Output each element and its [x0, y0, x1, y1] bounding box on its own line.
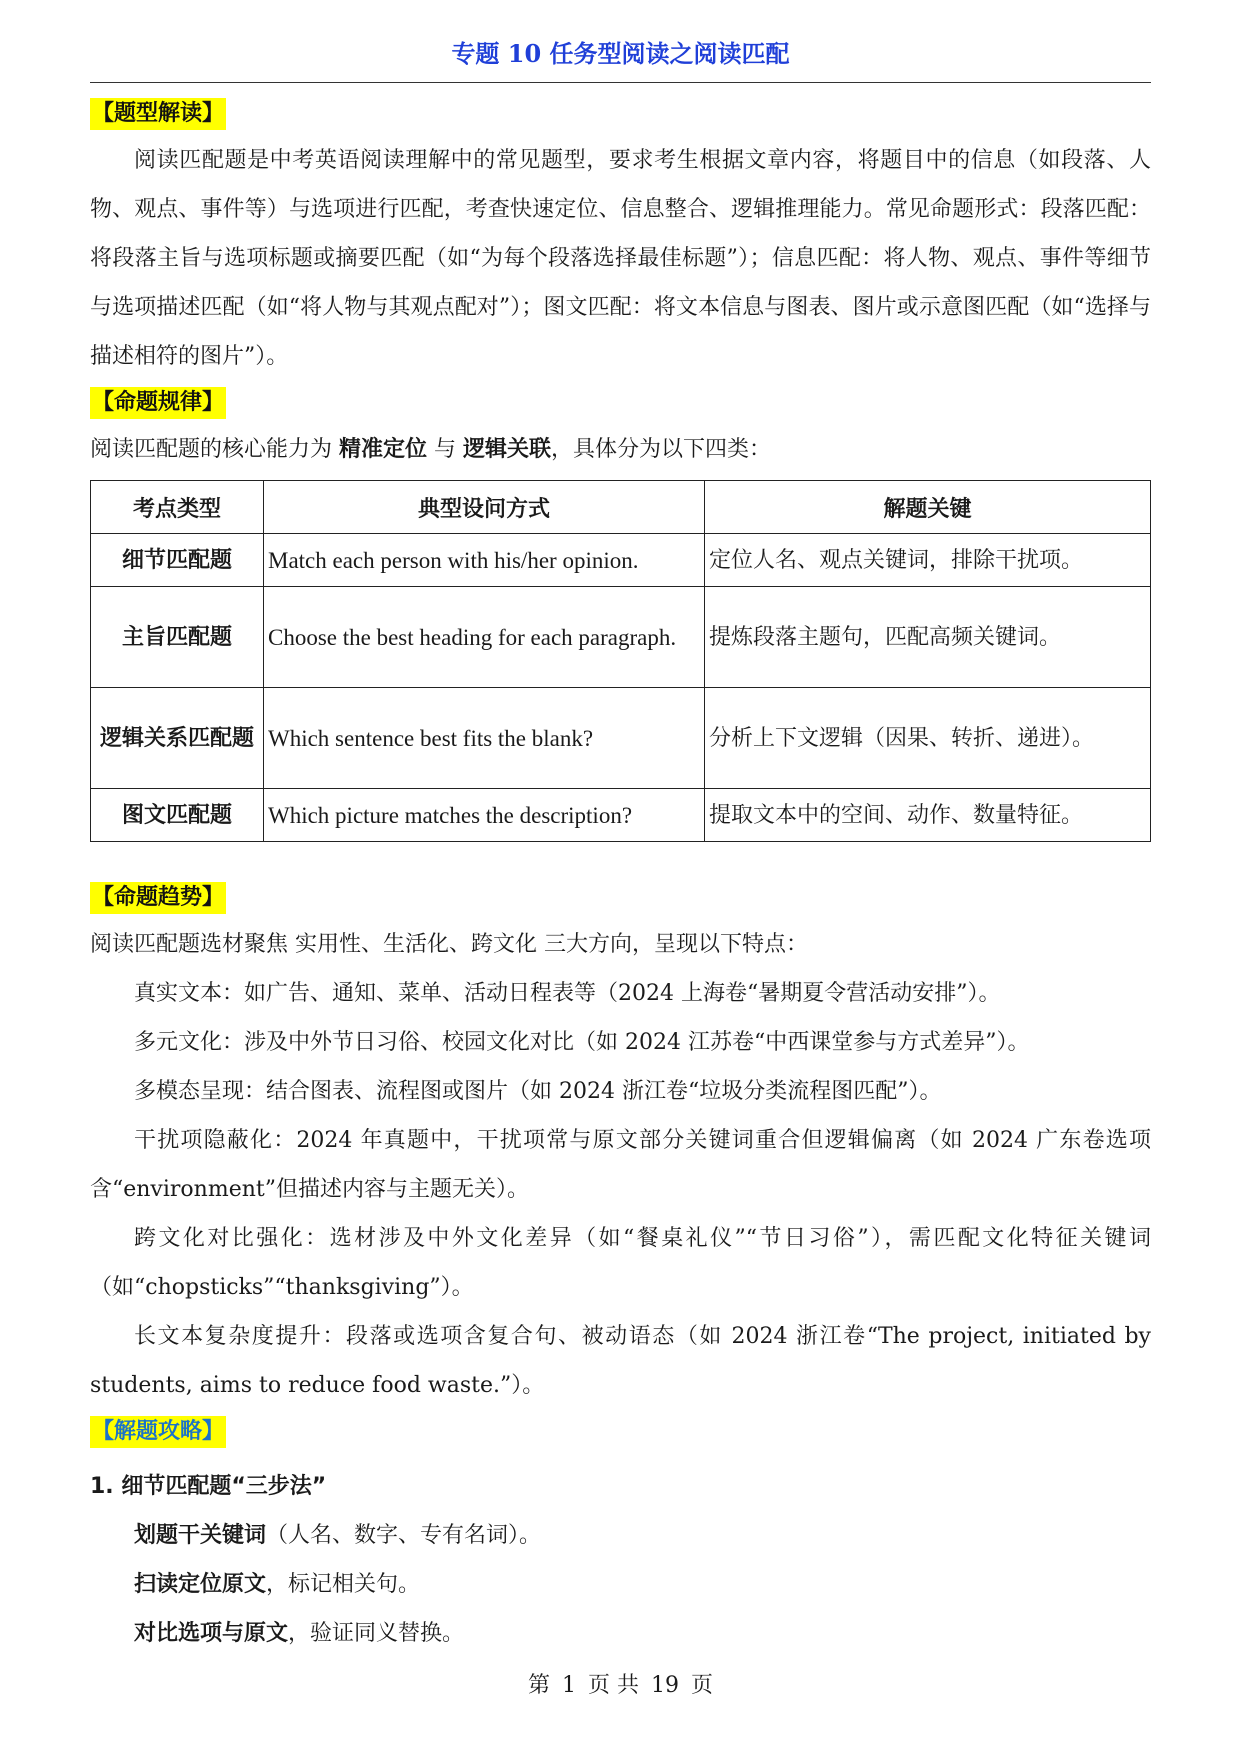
trend-point: 多模态呈现：结合图表、流程图或图片（如 2024 浙江卷“垃圾分类流程图匹配”）。	[134, 1079, 942, 1104]
table-row	[91, 789, 1151, 842]
section-label: 【题型解读】	[90, 98, 226, 130]
trend-paragraph: 长文本复杂度提升：段落或选项含复合句、被动语态（如 2024 浙江卷“The project, initiated by students, aims to reduce food waste.”）。	[90, 1324, 1151, 1398]
table-header-cell: 考点类型	[91, 481, 264, 534]
page-title: 专题 10 任务型阅读之阅读匹配	[451, 39, 790, 68]
table-cell-type: 细节匹配题	[91, 534, 264, 587]
table-cell-question: Which picture matches the description?	[264, 789, 705, 842]
section-heading-exam-pattern	[90, 381, 1151, 425]
intro-text: 与	[427, 437, 464, 462]
header-divider	[90, 82, 1151, 83]
intro-keyword: 逻辑关联	[463, 437, 552, 462]
strategy-step	[90, 1609, 1151, 1658]
table-cell-type: 图文匹配题	[91, 789, 264, 842]
footer-text: 页 共	[588, 1673, 639, 1698]
trend-point: 多元文化：涉及中外节日习俗、校园文化对比（如 2024 江苏卷“中西课堂参与方式差异”）。	[134, 1030, 1030, 1055]
table-row	[91, 587, 1151, 688]
step-text: ，验证同义替换。	[288, 1621, 465, 1646]
section-label: 【命题趋势】	[90, 882, 226, 914]
strategy-step	[90, 1560, 1151, 1609]
strategy-step	[90, 1511, 1151, 1560]
intro-text: ，具体分为以下四类：	[551, 437, 772, 462]
section-intro: 阅读匹配题选材聚焦 实用性、生活化、跨文化 三大方向，呈现以下特点：	[90, 932, 808, 957]
footer-text: 第	[527, 1673, 550, 1698]
table-cell-question: Which sentence best fits the blank?	[264, 688, 705, 789]
section-paragraph: 阅读匹配题是中考英语阅读理解中的常见题型，要求考生根据文章内容，将题目中的信息（如段落、人物、观点、事件等）与选项进行匹配，考查快速定位、信息整合、逻辑推理能力。常见命题形式：段落匹配：将段落主旨与选项标题或摘要匹配（如“为每个段落选择最佳标题”）；信息匹配：将人物、观点、事件等细节与选项描述匹配（如“将人物与其观点配对”）；图文匹配：将文本信息与图表、图片或示意图匹配（如“选择与描述相符的图片”）。	[90, 148, 1151, 369]
table-cell-type: 主旨匹配题	[91, 587, 264, 688]
table-header-row	[91, 481, 1151, 534]
strategy-item-title: 1. 细节匹配题“三步法”	[90, 1474, 327, 1499]
table-row	[91, 688, 1151, 789]
trend-paragraph: 干扰项隐蔽化：2024 年真题中，干扰项常与原文部分关键词重合但逻辑偏离（如 2024 广东卷选项含“environment”但描述内容与主题无关）。	[90, 1128, 1151, 1202]
table-cell-type: 逻辑关系匹配题	[91, 688, 264, 789]
section-label: 【命题规律】	[90, 387, 226, 419]
section-heading-strategy	[90, 1410, 1151, 1454]
step-text: ，标记相关句。	[266, 1572, 421, 1597]
trend-point: 真实文本：如广告、通知、菜单、活动日程表等（2024 上海卷“暑期夏令营活动安排”）。	[134, 981, 1001, 1006]
table-cell-key: 分析上下文逻辑（因果、转折、递进）。	[705, 688, 1151, 789]
total-pages: 19	[651, 1673, 679, 1698]
trend-paragraph: 跨文化对比强化：选材涉及中外文化差异（如“餐桌礼仪”“节日习俗”），需匹配文化特征关键词（如“chopsticks”“thanksgiving”）。	[90, 1226, 1151, 1300]
table-row	[91, 534, 1151, 587]
intro-text: 阅读匹配题的核心能力为	[90, 437, 339, 462]
intro-keyword: 精准定位	[339, 437, 428, 462]
step-keyword: 对比选项与原文	[134, 1621, 289, 1646]
page-number: 1	[562, 1673, 576, 1698]
table-cell-question: Choose the best heading for each paragraph.	[264, 587, 705, 688]
table-header-cell: 解题关键	[705, 481, 1151, 534]
step-keyword: 扫读定位原文	[134, 1572, 267, 1597]
table-header-cell: 典型设问方式	[264, 481, 705, 534]
table-cell-key: 定位人名、观点关键词，排除干扰项。	[705, 534, 1151, 587]
table-cell-question: Match each person with his/her opinion.	[264, 534, 705, 587]
section-heading-exam-trend	[90, 876, 1151, 920]
spacer	[90, 842, 1151, 876]
step-text: （人名、数字、专有名词）。	[266, 1523, 542, 1548]
table-cell-key: 提炼段落主题句，匹配高频关键词。	[705, 587, 1151, 688]
section-intro	[90, 425, 1151, 474]
question-type-table	[90, 480, 1151, 842]
step-keyword: 划题干关键词	[134, 1523, 267, 1548]
section-label: 【解题攻略】	[90, 1416, 226, 1448]
section-heading-question-type	[90, 92, 1151, 136]
footer-text: 页	[691, 1673, 714, 1698]
table-cell-key: 提取文本中的空间、动作、数量特征。	[705, 789, 1151, 842]
page-footer	[0, 1668, 1241, 1699]
document-body	[90, 92, 1151, 1658]
